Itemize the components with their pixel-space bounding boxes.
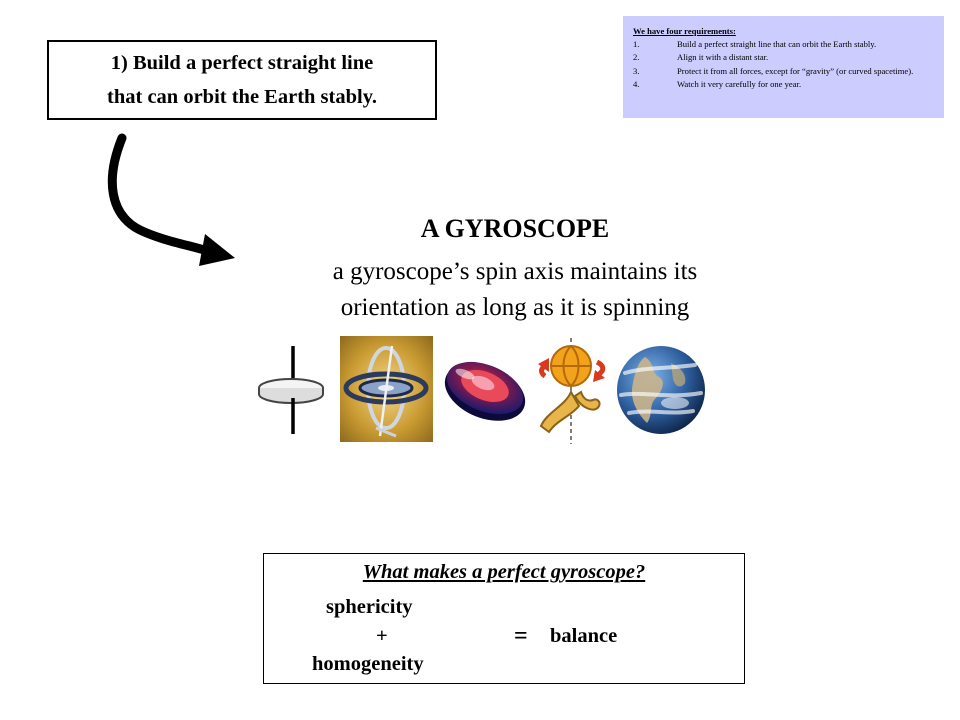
note-item-number: 4. [633,78,640,89]
plus-sign: + [376,625,388,647]
question-title: What makes a perfect gyroscope? [362,561,646,583]
equals-sign: = [514,623,528,649]
note-item-number: 2. [633,52,640,63]
spinning-disk-icon [255,342,330,438]
gyroscope-heading: A GYROSCOPE [420,214,610,243]
curved-arrow-icon [95,130,245,270]
note-item-text: Watch it very carefully for one year. [677,78,802,89]
earth-photo [615,343,707,437]
note-title: We have four requirements: [633,26,736,36]
note-item [633,65,934,78]
gyroscope-photo [340,336,433,442]
note-item-text: Protect it from all forces, except for “gravity” (or curved spacetime). [677,65,914,76]
term-homogeneity: homogeneity [312,653,424,675]
spinning-ball-cartoon [535,336,613,444]
requirement-box [47,40,437,120]
frisbee-photo [441,350,529,426]
description-line-2: orientation as long as it is spinning [340,294,690,321]
note-item-text: Build a perfect straight line that can orbit the Earth stably. [677,39,877,50]
note-item-number: 3. [633,65,640,76]
note-item [633,78,934,91]
term-sphericity: sphericity [326,596,413,618]
requirement-line-1: 1) Build a perfect straight line [110,52,374,74]
description-line-1: a gyroscope’s spin axis maintains its [332,258,698,285]
result-balance: balance [550,625,618,647]
note-item [633,38,934,51]
gyroscope-description [200,254,830,326]
note-item-text: Align it with a distant star. [677,52,769,63]
requirement-line-2: that can orbit the Earth stably. [107,86,377,108]
gyroscope-equation-box [263,553,745,684]
requirements-note [623,16,944,118]
note-item-number: 1. [633,39,640,50]
note-item [633,51,934,64]
